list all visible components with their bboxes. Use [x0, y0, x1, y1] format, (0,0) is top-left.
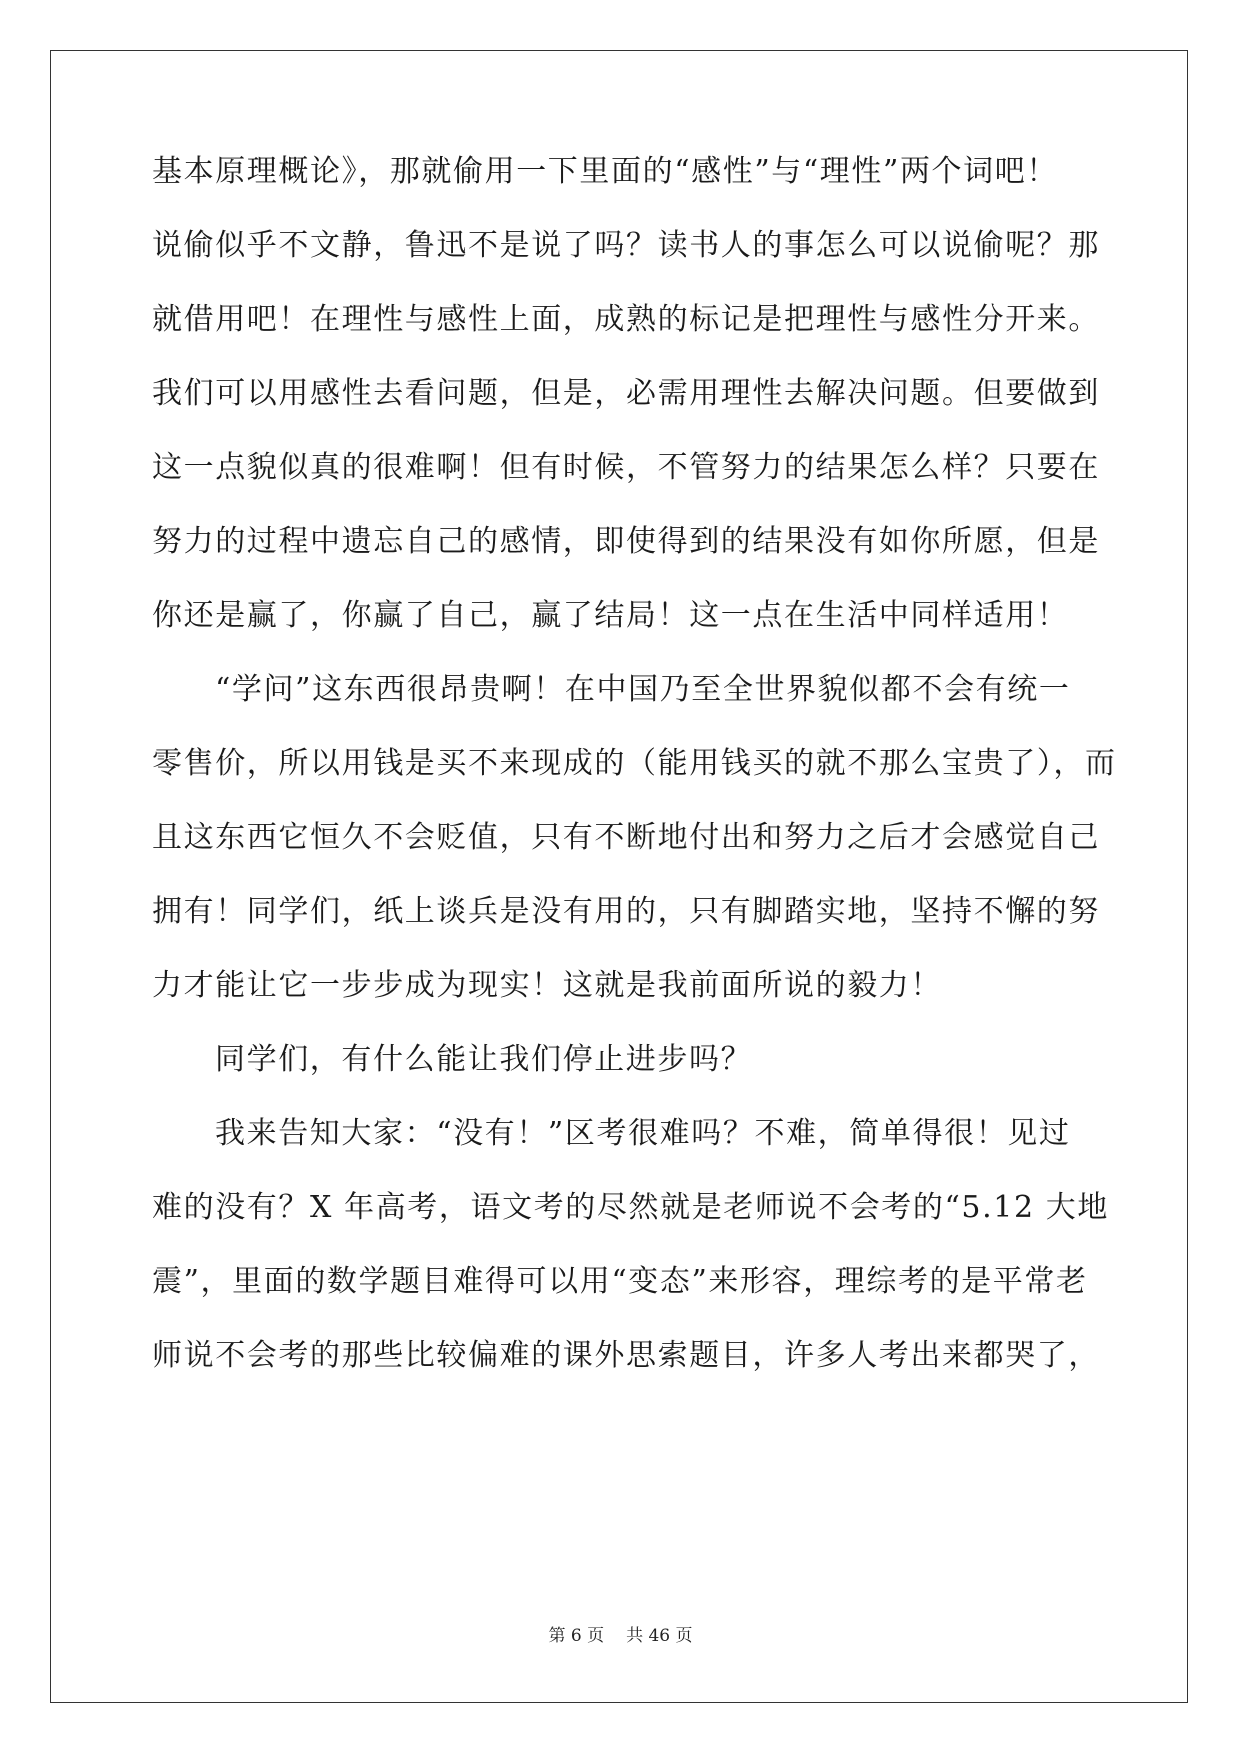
text-line: 你还是赢了，你赢了自己，赢了结局！这一点在生活中同样适用！: [152, 598, 1069, 633]
text-line: 师说不会考的那些比较偏难的课外思索题目，许多人考出来都哭了，: [152, 1338, 1100, 1373]
total-pages: 共 46 页: [626, 1626, 693, 1646]
page-footer: [0, 1625, 1241, 1647]
text-line: 说偷似乎不文静，鲁迅不是说了吗？读书人的事怎么可以说偷呢？那: [152, 228, 1100, 263]
text-line: 我们可以用感性去看问题，但是，必需用理性去解决问题。但要做到: [152, 376, 1100, 411]
text-line: 基本原理概论》，那就偷用一下里面的“感性”与“理性”两个词吧！: [152, 154, 1058, 189]
text-line: 零售价，所以用钱是买不来现成的（能用钱买的就不那么宝贵了），而: [152, 746, 1117, 781]
text-line: 这一点貌似真的很难啊！但有时候，不管努力的结果怎么样？只要在: [152, 450, 1100, 485]
page-border: [50, 50, 1188, 1703]
text-line: 就借用吧！在理性与感性上面，成熟的标记是把理性与感性分开来。: [152, 302, 1100, 337]
text-line: 震”，里面的数学题目难得可以用“变态”来形容，理综考的是平常老: [152, 1264, 1088, 1299]
text-line: 同学们，有什么能让我们停止进步吗？: [215, 1042, 753, 1077]
text-line: “学问”这东西很昂贵啊！在中国乃至全世界貌似都不会有统一: [215, 672, 1071, 707]
page-number: 第 6 页: [548, 1626, 605, 1646]
text-line: 我来告知大家：“没有！”区考很难吗？不难，简单得很！见过: [215, 1116, 1071, 1151]
text-line: 且这东西它恒久不会贬值，只有不断地付出和努力之后才会感觉自己: [152, 820, 1100, 855]
text-line: 努力的过程中遗忘自己的感情，即使得到的结果没有如你所愿，但是: [152, 524, 1100, 559]
text-line: 力才能让它一步步成为现实！这就是我前面所说的毅力！: [152, 968, 942, 1003]
text-line: 拥有！同学们，纸上谈兵是没有用的，只有脚踏实地，坚持不懈的努: [152, 894, 1100, 929]
text-line: 难的没有？X 年高考，语文考的尽然就是老师说不会考的“5.12 大地: [152, 1190, 1109, 1225]
